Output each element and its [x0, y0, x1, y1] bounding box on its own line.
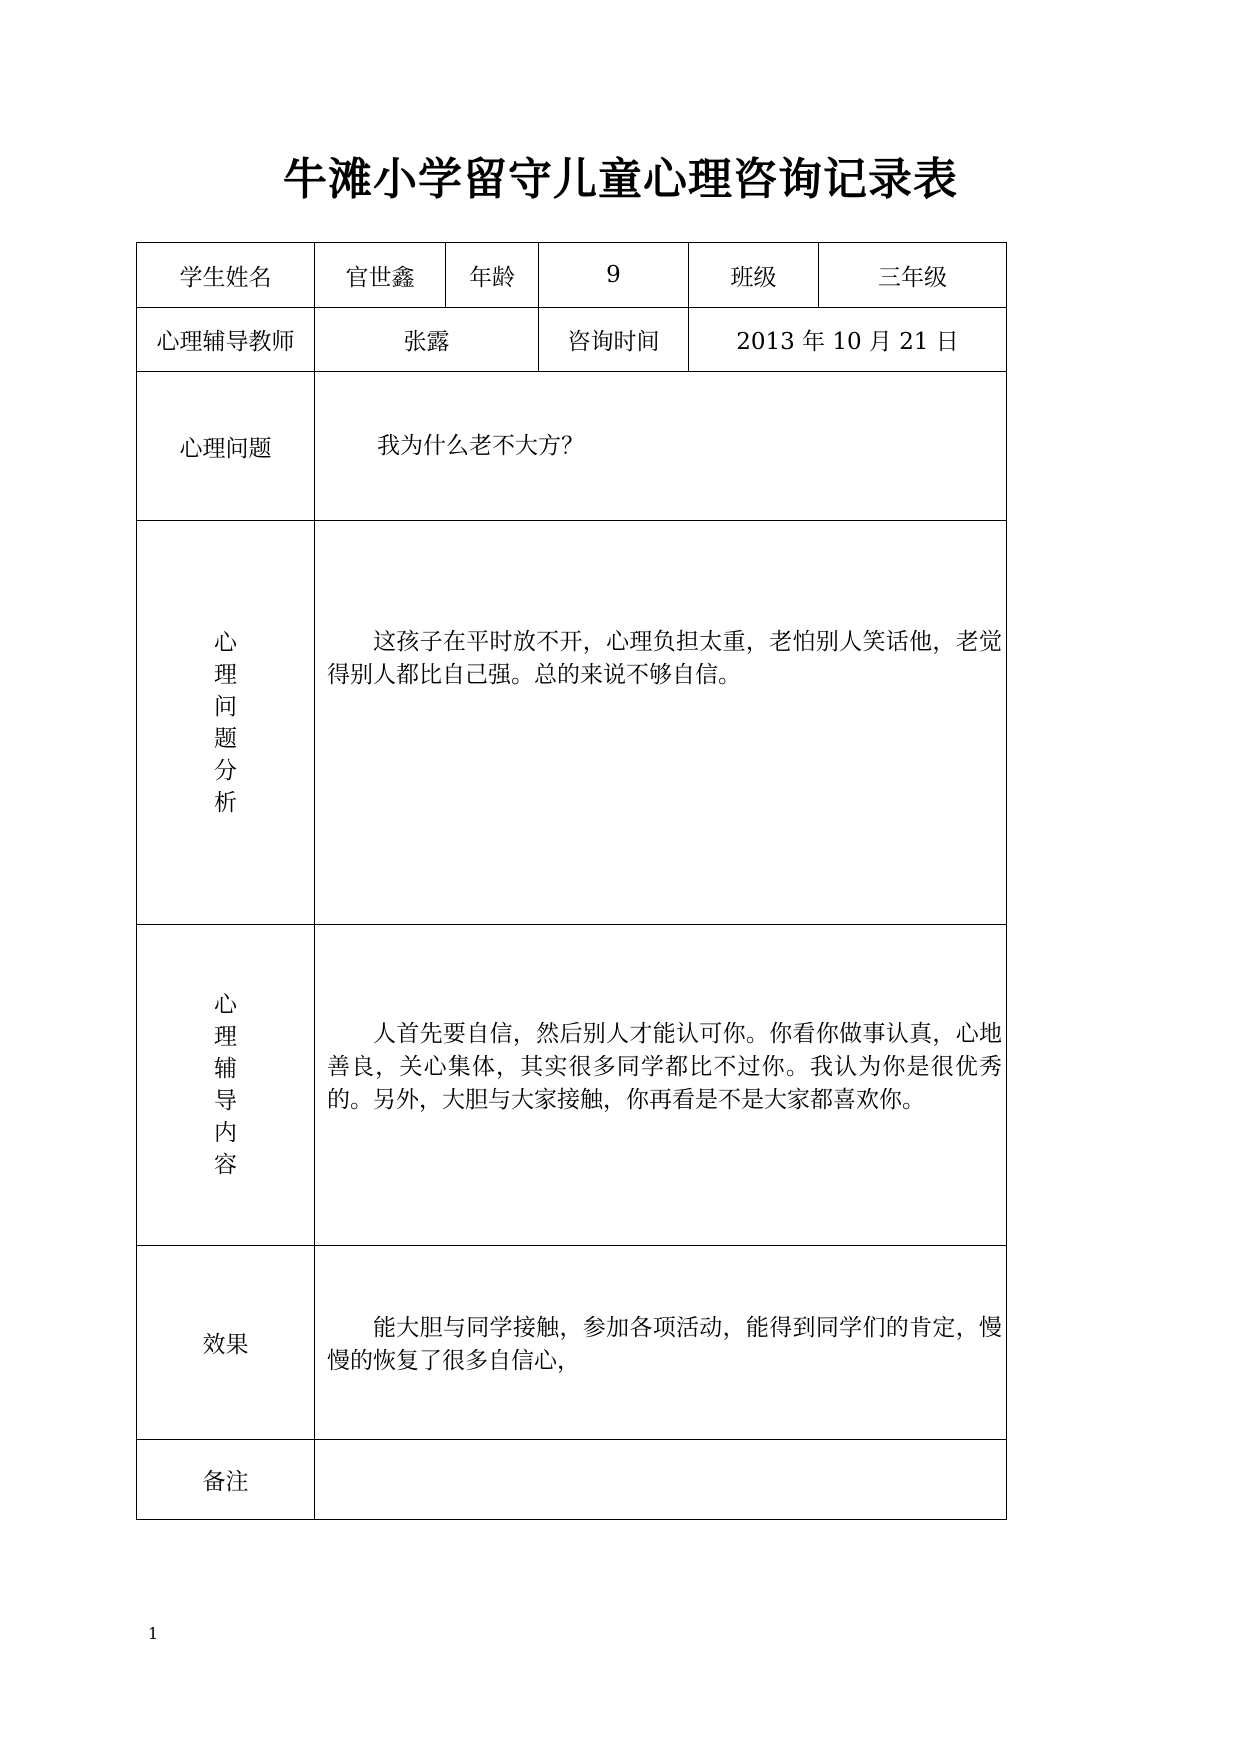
- document-title: 牛滩小学留守儿童心理咨询记录表: [283, 154, 958, 205]
- page-number: 1: [148, 1624, 159, 1643]
- table-row-remarks: [137, 1440, 1007, 1520]
- analysis-label-cell: [137, 521, 315, 925]
- student-name-value: 官世鑫: [315, 243, 446, 308]
- record-table: [136, 242, 1007, 1520]
- consult-time-value: 2013 年 10 月 21 日: [689, 308, 1007, 372]
- remarks-value: [315, 1440, 1007, 1520]
- teacher-value: 张露: [315, 308, 539, 372]
- problem-cell: [315, 372, 1007, 521]
- age-label: 年龄: [446, 243, 539, 308]
- table-row-student-info: [137, 243, 1007, 308]
- analysis-cell: [315, 521, 1007, 925]
- table-row-problem: [137, 372, 1007, 521]
- class-value: 三年级: [819, 243, 1007, 308]
- guidance-text: 人首先要自信，然后别人才能认可你。你看你做事认真，心地善良，关心集体，其实很多同学都比不过你。我认为你是很优秀的。另外，大胆与大家接触，你再看是不是大家都喜欢你。: [327, 1021, 1002, 1113]
- effect-cell: [315, 1246, 1007, 1440]
- problem-text: 我为什么老不大方？: [377, 432, 584, 459]
- effect-label: 效果: [137, 1246, 315, 1440]
- consult-time-label: 咨询时间: [539, 308, 689, 372]
- class-label: 班级: [689, 243, 819, 308]
- problem-label: 心理问题: [137, 372, 315, 521]
- teacher-label: 心理辅导教师: [137, 308, 315, 372]
- table-row-guidance: [137, 925, 1007, 1246]
- analysis-text: 这孩子在平时放不开，心理负担太重，老怕别人笑话他，老觉得别人都比自己强。总的来说不够自信。: [327, 629, 1002, 688]
- table-row-effect: [137, 1246, 1007, 1440]
- analysis-label: 心理问题分析: [214, 629, 237, 816]
- age-value: 9: [539, 243, 689, 308]
- table-row-teacher-info: [137, 308, 1007, 372]
- effect-text: 能大胆与同学接触，参加各项活动，能得到同学们的肯定，慢慢的恢复了很多自信心，: [327, 1315, 1002, 1374]
- remarks-label: 备注: [137, 1440, 315, 1520]
- guidance-label-cell: [137, 925, 315, 1246]
- guidance-label: 心理辅导内容: [214, 992, 237, 1178]
- guidance-cell: [315, 925, 1007, 1246]
- table-row-analysis: [137, 521, 1007, 925]
- student-name-label: 学生姓名: [137, 243, 315, 308]
